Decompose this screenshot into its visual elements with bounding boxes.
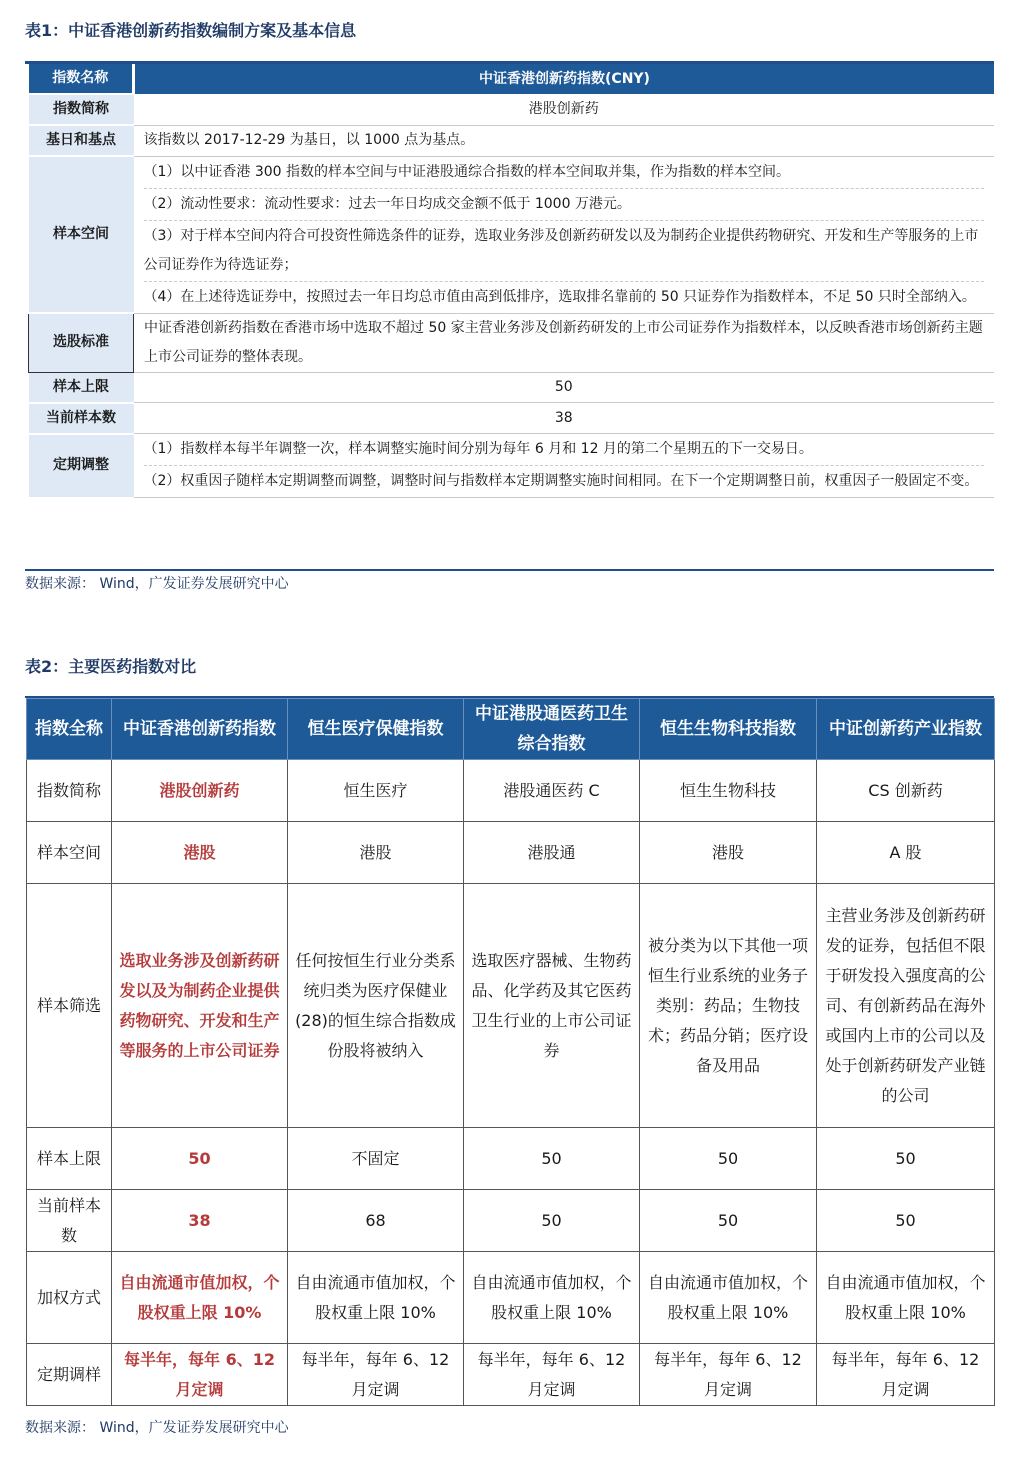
table-row — [27, 1344, 995, 1406]
cell-highlight: 港股创新药 — [112, 760, 288, 822]
row-label: 加权方式 — [27, 1252, 112, 1344]
table1-row-count — [29, 403, 995, 434]
cell: 不固定 — [288, 1128, 464, 1190]
cell: 港股 — [640, 822, 817, 884]
cell: 任何按恒生行业分类系统归类为医疗保健业(28)的恒生综合指数成份股将被纳入 — [288, 884, 464, 1128]
cell: 50 — [640, 1190, 817, 1252]
row-label: 指数简称 — [29, 94, 134, 125]
sample-space-item: （3）对于样本空间内符合可投资性筛选条件的证券，选取业务涉及创新药研发以及为制药企业提供药物研究、开发和生产等服务的上市公司证券作为待选证券； — [144, 221, 985, 282]
table2-header-row — [27, 699, 995, 760]
table1-row-limit — [29, 372, 995, 403]
cell: 港股 — [288, 822, 464, 884]
table-row — [27, 884, 995, 1128]
cell: A 股 — [817, 822, 995, 884]
table1-row-short-name — [29, 94, 995, 125]
header-cell: 中证港股通医药卫生综合指数 — [464, 699, 640, 760]
table1-row-rebalance — [29, 434, 995, 498]
table-row — [27, 1128, 995, 1190]
row-label: 基日和基点 — [29, 125, 134, 156]
cell: 每半年，每年 6、12 月定调 — [640, 1344, 817, 1406]
cell: 每半年，每年 6、12 月定调 — [817, 1344, 995, 1406]
row-label: 定期调整 — [29, 434, 134, 498]
row-value: 中证香港创新药指数在香港市场中选取不超过 50 家主营业务涉及创新药研发的上市公司证券作为指数样本，以反映香港市场创新药主题上市公司证券的整体表现。 — [134, 313, 995, 372]
row-label: 样本空间 — [27, 822, 112, 884]
cell: 被分类为以下其他一项恒生行业系统的业务子类别：药品；生物技术；药品分销；医疗设备及用品 — [640, 884, 817, 1128]
cell-highlight: 自由流通市值加权，个股权重上限 10% — [112, 1252, 288, 1344]
table2-source: 数据来源： Wind，广发证券发展研究中心 — [25, 1420, 289, 1436]
header-cell: 中证创新药产业指数 — [817, 699, 995, 760]
sample-space-item: （2）流动性要求：流动性要求：过去一年日均成交金额不低于 1000 万港元。 — [144, 189, 985, 221]
row-label: 当前样本数 — [27, 1190, 112, 1252]
table1-header-row — [29, 64, 995, 94]
cell: 港股通 — [464, 822, 640, 884]
cell: 每半年，每年 6、12 月定调 — [464, 1344, 640, 1406]
row-value: 该指数以 2017-12-29 为基日，以 1000 点为基点。 — [134, 125, 995, 156]
row-label: 样本筛选 — [27, 884, 112, 1128]
header-label: 指数名称 — [29, 64, 134, 94]
cell: 主营业务涉及创新药研发的证券，包括但不限于研发投入强度高的公司、有创新药品在海外或国内上市的公司以及处于创新药研发产业链的公司 — [817, 884, 995, 1128]
row-value: 38 — [134, 403, 995, 434]
cell-highlight: 每半年，每年 6、12 月定调 — [112, 1344, 288, 1406]
header-value: 中证香港创新药指数(CNY) — [134, 64, 995, 94]
row-label: 指数简称 — [27, 760, 112, 822]
header-cell: 恒生医疗保健指数 — [288, 699, 464, 760]
cell-highlight: 50 — [112, 1128, 288, 1190]
table1-row-sample-space — [29, 156, 995, 313]
header-cell: 指数全称 — [27, 699, 112, 760]
cell: 恒生医疗 — [288, 760, 464, 822]
row-label: 样本空间 — [29, 156, 134, 313]
cell: 自由流通市值加权，个股权重上限 10% — [288, 1252, 464, 1344]
row-label: 选股标准 — [29, 313, 134, 372]
cell: 恒生生物科技 — [640, 760, 817, 822]
table-row — [27, 1190, 995, 1252]
header-cell: 中证香港创新药指数 — [112, 699, 288, 760]
sample-space-item: （1）以中证香港 300 指数的样本空间与中证港股通综合指数的样本空间取并集，作为指数的样本空间。 — [144, 157, 985, 189]
row-value: 港股创新药 — [134, 94, 995, 125]
table-row — [27, 760, 995, 822]
table1-row-base — [29, 125, 995, 156]
cell: 港股通医药 C — [464, 760, 640, 822]
table-row — [27, 822, 995, 884]
rebalance-item: （1）指数样本每半年调整一次，样本调整实施时间分别为每年 6 月和 12 月的第二个星期五的下一交易日。 — [144, 434, 985, 466]
row-label: 样本上限 — [29, 372, 134, 403]
cell-highlight: 38 — [112, 1190, 288, 1252]
cell: 50 — [464, 1128, 640, 1190]
row-value — [134, 434, 995, 498]
cell: CS 创新药 — [817, 760, 995, 822]
sample-space-item: （4）在上述待选证券中，按照过去一年日均总市值由高到低排序，选取排名靠前的 50 只证券作为指数样本，不足 50 只时全部纳入。 — [143, 288, 976, 305]
table1-row-selection — [29, 313, 995, 372]
cell: 自由流通市值加权，个股权重上限 10% — [640, 1252, 817, 1344]
cell: 50 — [817, 1128, 995, 1190]
row-label: 定期调样 — [27, 1344, 112, 1406]
table-row — [27, 1252, 995, 1344]
row-value: 50 — [134, 372, 995, 403]
header-cell: 恒生生物科技指数 — [640, 699, 817, 760]
rebalance-item: （2）权重因子随样本定期调整而调整，调整时间与指数样本定期调整实施时间相同。在下一个定期调整日前，权重因子一般固定不变。 — [143, 473, 979, 489]
row-label: 当前样本数 — [29, 403, 134, 434]
table1-caption: 表1：中证香港创新药指数编制方案及基本信息 — [25, 21, 357, 40]
cell: 每半年，每年 6、12 月定调 — [288, 1344, 464, 1406]
cell: 自由流通市值加权，个股权重上限 10% — [817, 1252, 995, 1344]
table2 — [26, 698, 995, 1406]
row-value — [134, 156, 995, 313]
table1-bottom-rule — [25, 569, 994, 571]
row-label: 样本上限 — [27, 1128, 112, 1190]
cell: 选取医疗器械、生物药品、化学药及其它医药卫生行业的上市公司证券 — [464, 884, 640, 1128]
cell: 68 — [288, 1190, 464, 1252]
table1 — [28, 64, 994, 499]
cell-highlight: 选取业务涉及创新药研发以及为制药企业提供药物研究、开发和生产等服务的上市公司证券 — [112, 884, 288, 1128]
table2-caption: 表2：主要医药指数对比 — [25, 657, 197, 676]
table1-source: 数据来源： Wind，广发证券发展研究中心 — [25, 576, 289, 592]
cell: 50 — [817, 1190, 995, 1252]
cell-highlight: 港股 — [112, 822, 288, 884]
cell: 50 — [464, 1190, 640, 1252]
cell: 自由流通市值加权，个股权重上限 10% — [464, 1252, 640, 1344]
cell: 50 — [640, 1128, 817, 1190]
